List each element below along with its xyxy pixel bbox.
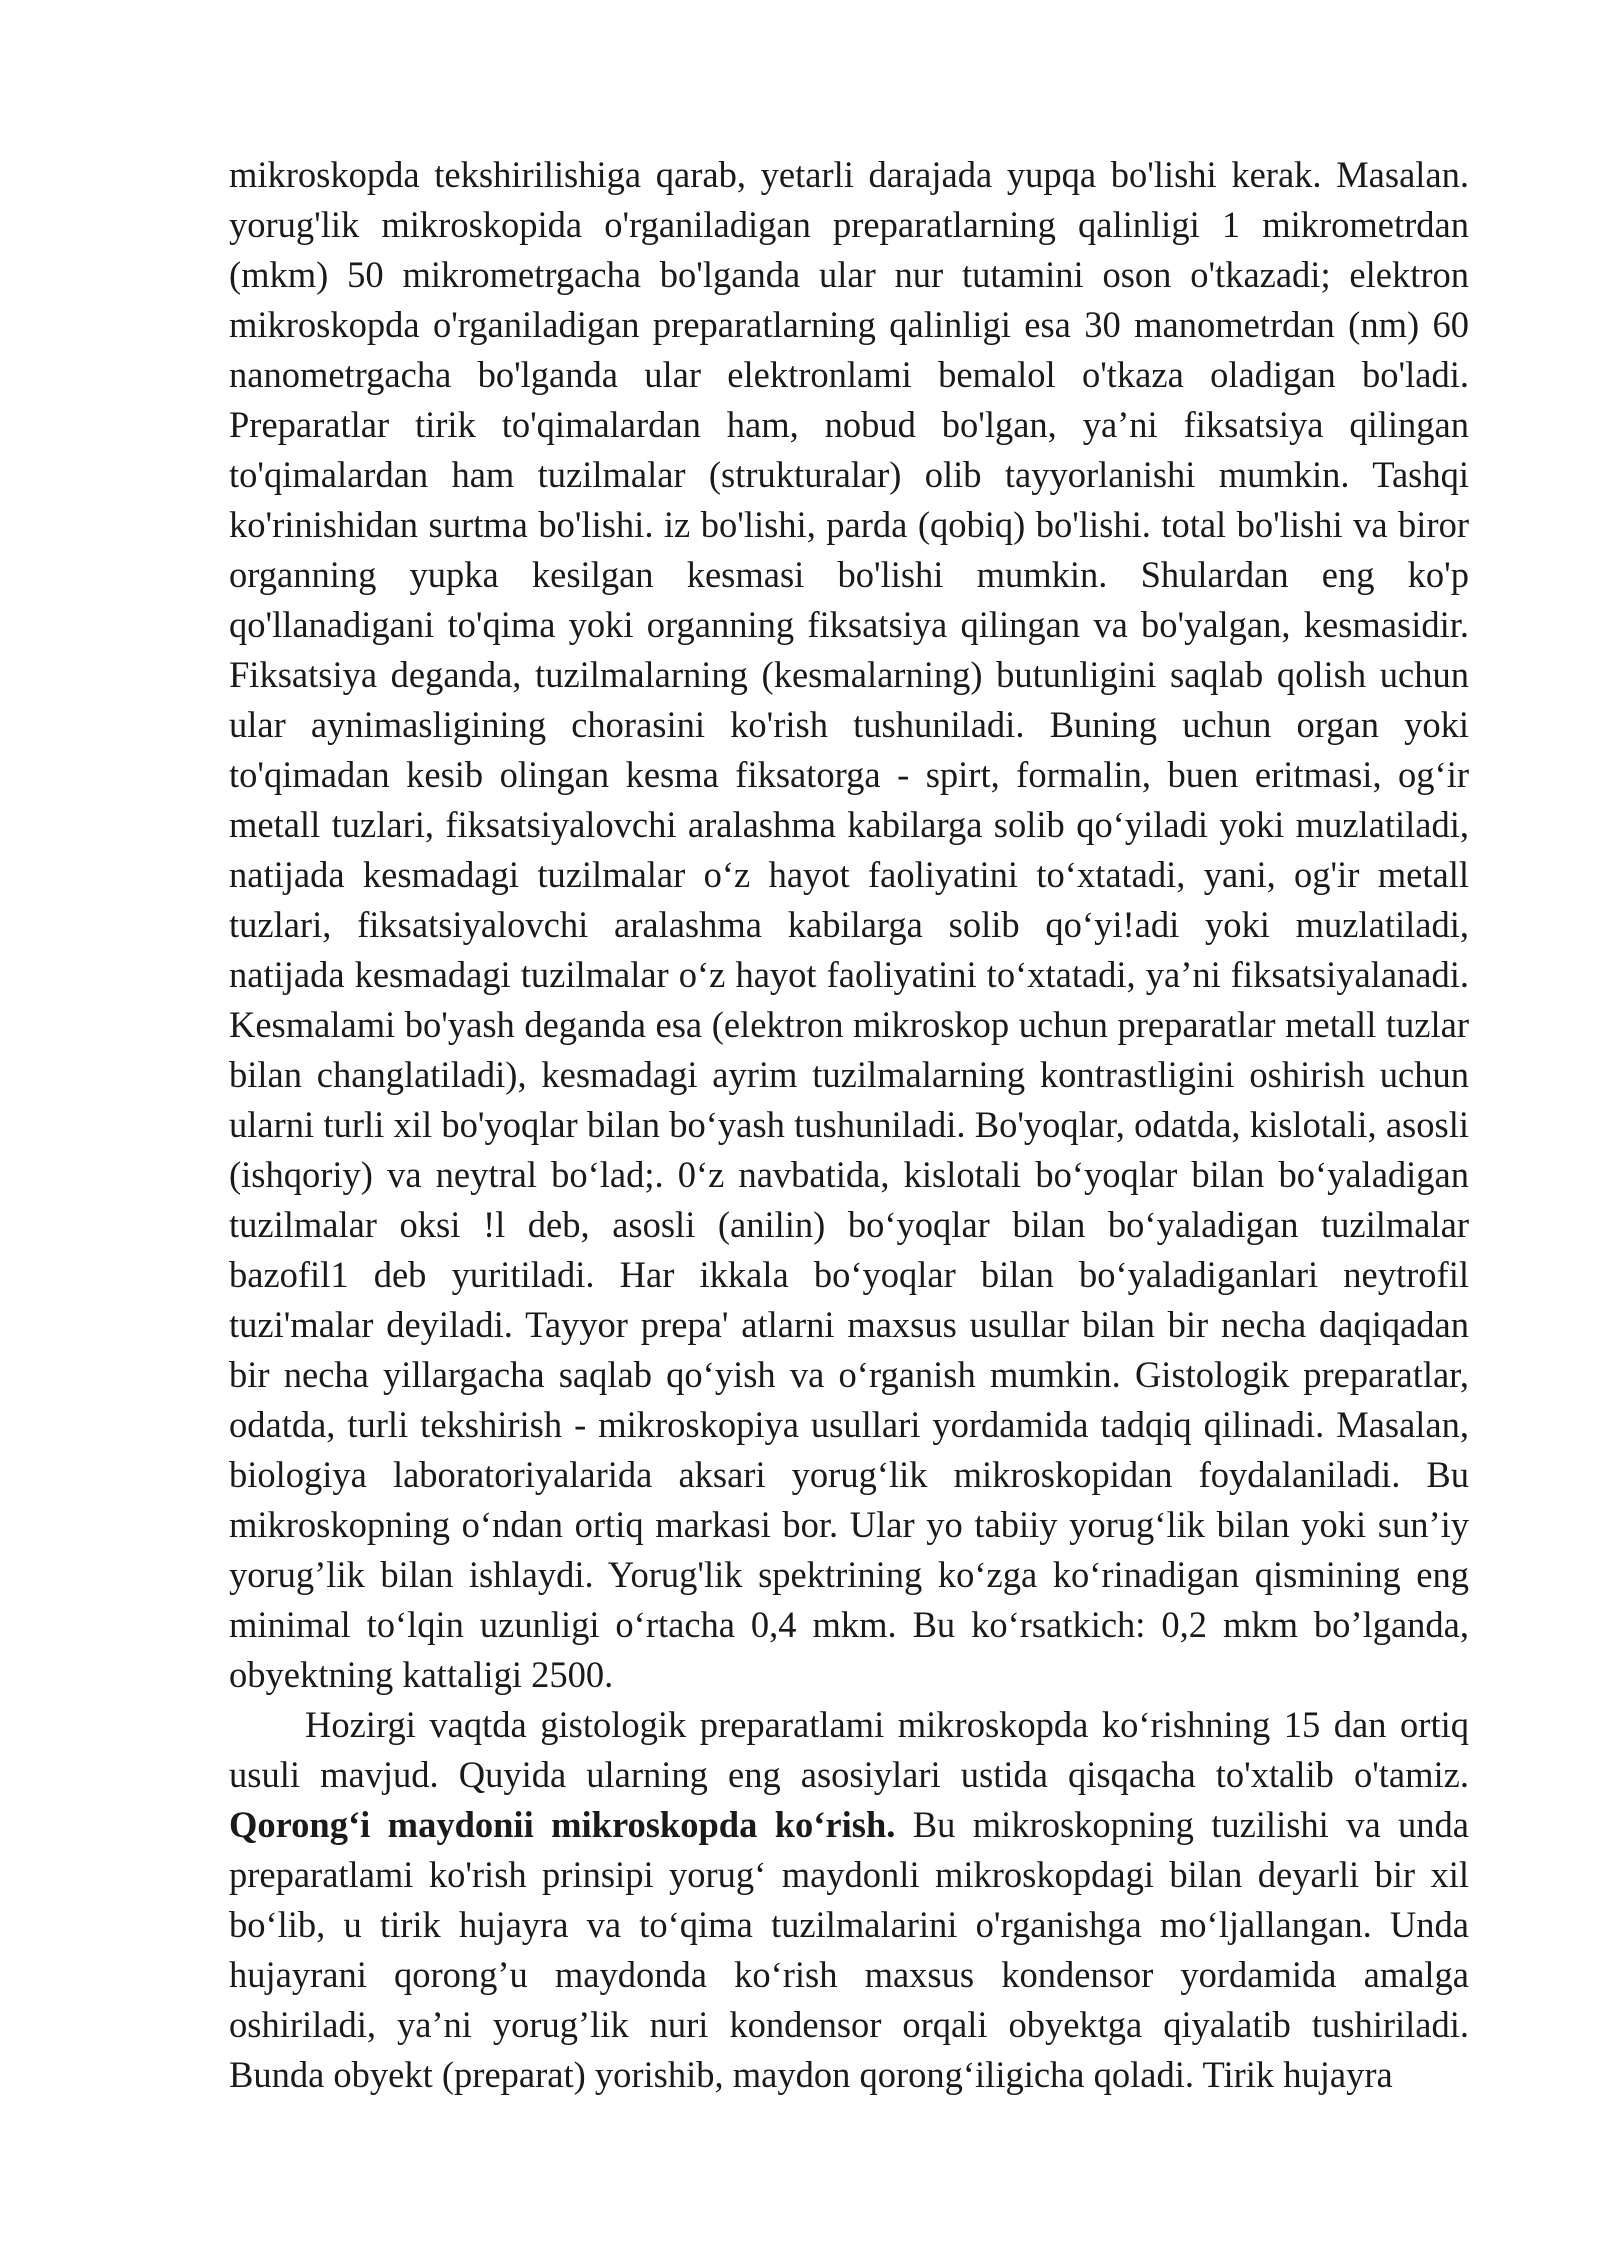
- dark-field-description: Bu mikroskopning tuzilishi va unda preparatlami ko'rish prinsipi yorug‘ maydonli mikroskopdagi bilan deyarli bir xil bo‘lib, u tirik hujayra va to‘qima tuzilmalarini o'rganishga mo‘ljallangan. Unda hujayrani qorong’u maydonda ko‘rish maxsus kondensor yordamida amalga oshiriladi, ya’ni yorug’lik nuri kondensor orqali obyektga qiyalatib tushiriladi. Bunda obyekt (preparat) yorishib, maydon qorong‘iligicha qoladi. Tirik hujayra: [229, 1804, 1469, 2095]
- dark-field-heading: Qorong‘i maydonii mikroskopda ko‘rish.: [229, 1804, 896, 1845]
- document-page: [229, 150, 1469, 2100]
- paragraph-preparation-fixation: mikroskopda tekshirilishiga qarab, yetarli darajada yupqa bo'lishi kerak. Masalan. yorug'lik mikroskopida o'rganiladigan preparatlarning qalinligi 1 mikrometrdan (mkm) 50 mikrometrgacha bo'lganda ular nur tutamini oson o'tkazadi; elektron mikroskopda o'rganiladigan preparatlarning qalinligi esa 30 manometrdan (nm) 60 nanometrgacha bo'lganda ular elektronlami bemalol o'tkaza oladigan bo'ladi. Preparatlar tirik to'qimalardan ham, nobud bo'lgan, ya’ni fiksatsiya qilingan to'qimalardan ham tuzilmalar (strukturalar) olib tayyorlanishi mumkin. Tashqi ko'rinishidan surtma bo'lishi. iz bo'lishi, parda (qobiq) bo'lishi. total bo'lishi va biror organning yupka kesilgan kesmasi bo'lishi mumkin. Shulardan eng ko'p qo'llanadigani to'qima yoki organning fiksatsiya qilingan va bo'yalgan, kesmasidir. Fiksatsiya deganda, tuzilmalarning (kesmalarning) butunligini saqlab qolish uchun ular aynimasligining chorasini ko'rish tushuniladi. Buning uchun organ yoki to'qimadan kesib olingan kesma fiksatorga - spirt, formalin, buen eritmasi, og‘ir metall tuzlari, fiksatsiyalovchi aralashma kabilarga solib qo‘yiladi yoki muzlatiladi, natijada kesmadagi tuzilmalar o‘z hayot faoliyatini to‘xtatadi, yani, og'ir metall tuzlari, fiksatsiyalovchi aralashma kabilarga solib qo‘yi!adi yoki muzlatiladi, natijada kesmadagi tuzilmalar o‘z hayot faoliyatini to‘xtatadi, ya’ni fiksatsiyalanadi. Kesmalami bo'yash deganda esa (elektron mikroskop uchun preparatlar metall tuzlar bilan changlatiladi), kesmadagi ayrim tuzilmalarning kontrastligini oshirish uchun ularni turli xil bo'yoqlar bilan bo‘yash tushuniladi. Bo'yoqlar, odatda, kislotali, asosli (ishqoriy) va neytral bo‘lad;. 0‘z navbatida, kislotali bo‘yoqlar bilan bo‘yaladigan tuzilmalar oksi !l deb, asosli (anilin) bo‘yoqlar bilan bo‘yaladigan tuzilmalar bazofil1 deb yuritiladi. Har ikkala bo‘yoqlar bilan bo‘yaladiganlari neytrofil tuzi'malar deyiladi. Tayyor prepa' atlarni maxsus usullar bilan bir necha daqiqadan bir necha yillargacha saqlab qo‘yish va o‘rganish mumkin. Gistologik preparatlar, odatda, turli tekshirish - mikroskopiya usullari yordamida tadqiq qilinadi. Masalan, biologiya laboratoriyalarida aksari yorug‘lik mikroskopidan foydalaniladi. Bu mikroskopning o‘ndan ortiq markasi bor. Ular yo tabiiy yorug‘lik bilan yoki sun’iy yorug’lik bilan ishlaydi. Yorug'lik spektrining ko‘zga ko‘rinadigan qismining eng minimal to‘lqin uzunligi o‘rtacha 0,4 mkm. Bu ko‘rsatkich: 0,2 mkm bo’lganda, obyektning kattaligi 2500.: [229, 154, 1469, 1695]
- paragraph-microscopy-methods: [229, 1700, 1469, 2100]
- paragraph-lead-text: Hozirgi vaqtda gistologik preparatlami mikroskopda ko‘rishning 15 dan ortiq usuli mavjud. Quyida ularning eng asosiylari ustida qisqacha to'xtalib o'tamiz.: [229, 1704, 1469, 1795]
